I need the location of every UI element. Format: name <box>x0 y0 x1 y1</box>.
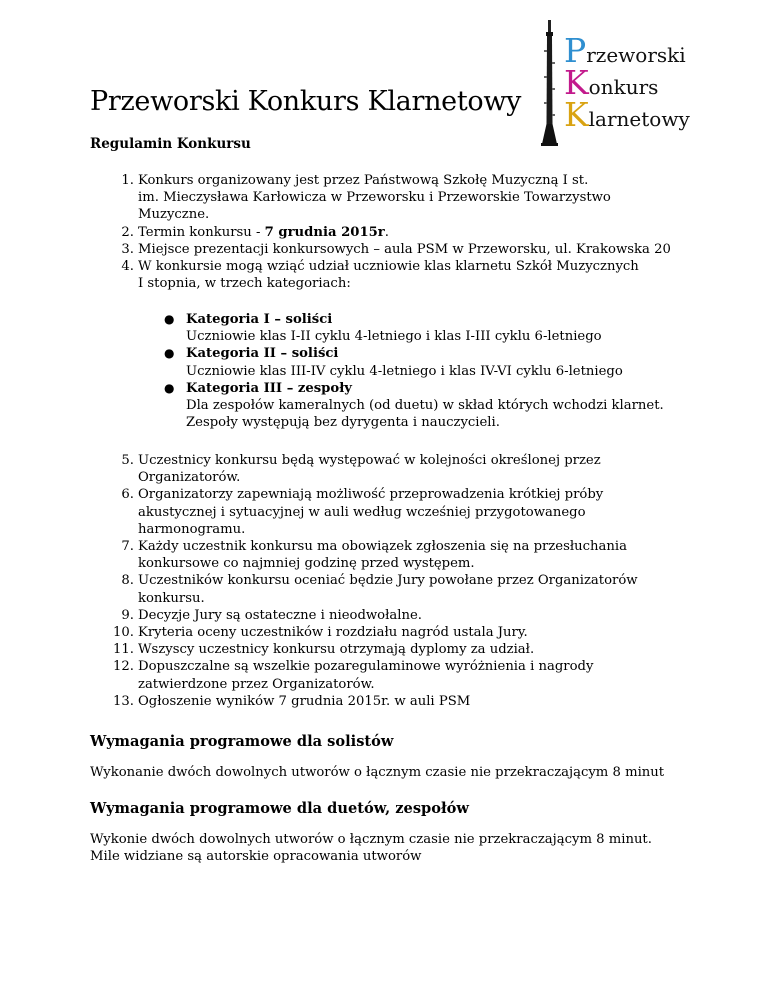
logo-line-konkurs: Konkurs <box>564 63 659 102</box>
rule-item: 7. Każdy uczestnik konkursu ma obowiązek zgłoszenia się na przesłuchania konkursowe co najmniej godzinę przed występem. <box>121 539 627 572</box>
rules-list-part1 <box>90 172 710 292</box>
category-list <box>90 311 710 431</box>
bullet-icon: ● <box>164 312 175 326</box>
logo-initial-k: K <box>564 63 589 102</box>
rule-item: 10. Kryteria oceny uczestników i rozdziału nagród ustala Jury. <box>113 625 528 641</box>
contest-logo <box>538 20 718 150</box>
duet-requirements-heading: Wymagania programowe dla duetów, zespołów <box>90 800 469 817</box>
rule-item: 12. Dopuszczalne są wszelkie pozaregulaminowe wyróżnienia i nagrody zatwierdzone przez Organizatorów. <box>113 659 594 692</box>
solo-requirements-text: Wykonanie dwóch dowolnych utworów o łącznym czasie nie przekraczającym 8 minut <box>90 765 665 780</box>
rule-item: 1. Konkurs organizowany jest przez Państwową Szkołę Muzyczną I st. im. Mieczysława Karłowicza w Przeworsku i Przeworskie Towarzystwo Muzyczne. <box>121 173 611 223</box>
logo-line-klarnetowy: Klarnetowy <box>564 95 690 134</box>
category-item: ● Kategoria I – soliści Uczniowie klas I-II cyklu 4-letniego i klas I-III cyklu 6-letniego <box>164 312 602 345</box>
category-item: ● Kategoria III – zespoły Dla zespołów kameralnych (od duetu) w skład których wchodzi klarnet. Zespoły występują bez dyrygenta i nauczycieli. <box>164 380 664 431</box>
contest-date: 7 grudnia 2015r <box>264 224 385 240</box>
rule-item: 4. W konkursie mogą wziąć udział uczniowie klas klarnetu Szkół Muzycznych I stopnia, w trzech kategoriach: <box>121 259 639 292</box>
rule-item: 2. Termin konkursu - 7 grudnia 2015r. <box>121 224 389 240</box>
regulamin-heading: Regulamin Konkursu <box>90 136 251 152</box>
rules-list-part2 <box>90 452 710 710</box>
rule-item: 3. Miejsce prezentacji konkursowych – aula PSM w Przeworsku, ul. Krakowska 20 <box>121 241 671 257</box>
category-item: ● Kategoria II – soliści Uczniowie klas III-IV cyklu 4-letniego i klas IV-VI cyklu 6-letniego <box>164 346 623 379</box>
solo-requirements-heading: Wymagania programowe dla solistów <box>90 733 394 750</box>
rule-item: 13. Ogłoszenie wyników 7 grudnia 2015r. w auli PSM <box>113 693 471 709</box>
clarinet-icon <box>538 20 564 150</box>
rule-item: 11. Wszyscy uczestnicy konkursu otrzymają dyplomy za udział. <box>113 642 535 658</box>
rule-item: 6. Organizatorzy zapewniają możliwość przeprowadzenia krótkiej próby akustycznej i sytuacyjnej w auli według wcześniej przygotowanego harmonogramu. <box>121 487 604 537</box>
duet-requirements-text: Wykonie dwóch dowolnych utworów o łącznym czasie nie przekraczającym 8 minut. Mile widziane są autorskie opracowania utworów <box>90 832 652 865</box>
bullet-icon: ● <box>164 346 175 361</box>
page-title: Przeworski Konkurs Klarnetowy <box>90 86 522 117</box>
rule-item: 9. Decyzje Jury są ostateczne i nieodwołalne. <box>121 607 422 623</box>
logo-initial-k2: K <box>564 95 589 134</box>
rule-item: 8. Uczestników konkursu oceniać będzie Jury powołane przez Organizatorów konkursu. <box>121 573 638 606</box>
rule-item: 5. Uczestnicy konkursu będą występować w kolejności określonej przez Organizatorów. <box>121 453 601 486</box>
bullet-icon: ● <box>164 380 175 395</box>
logo-line-przeworski: Przeworski <box>564 31 686 70</box>
logo-initial-p: P <box>564 31 587 70</box>
